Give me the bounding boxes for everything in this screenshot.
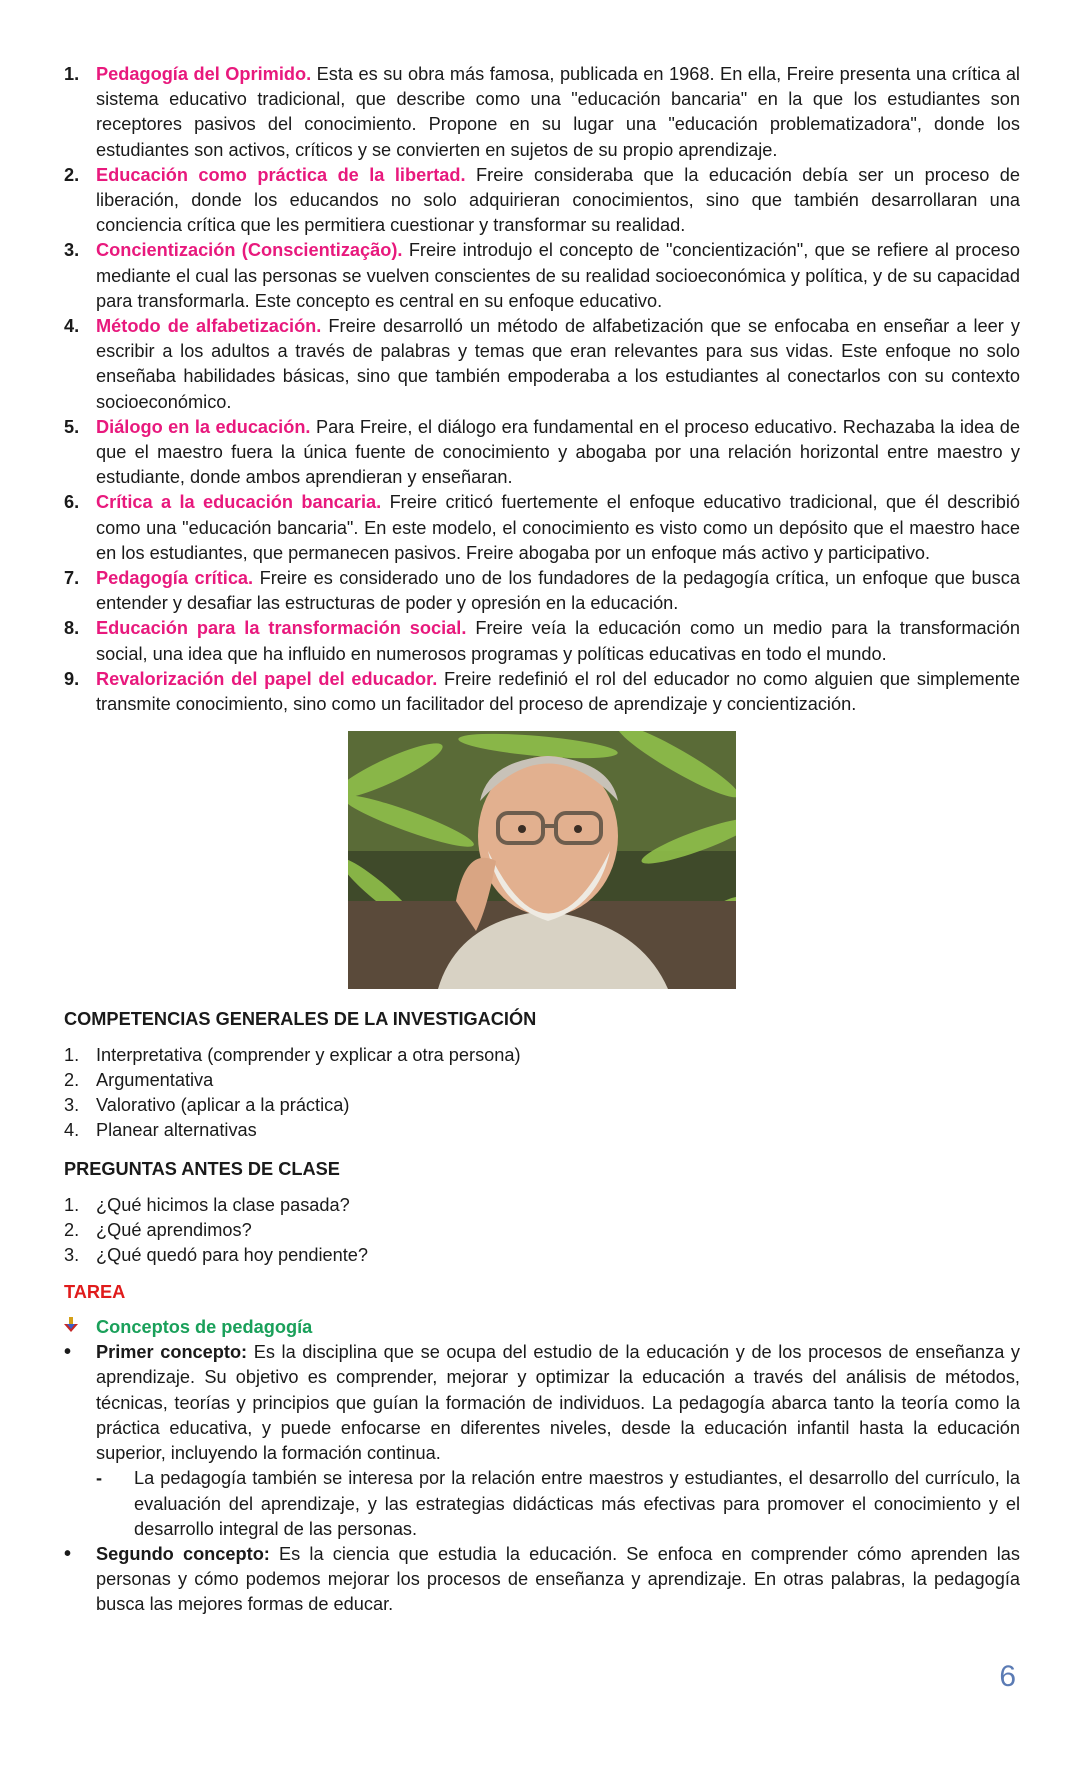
page-content (64, 62, 1020, 1618)
bullet-icon: • (64, 1542, 72, 1565)
item-title: Educación para la transformación social. (96, 618, 467, 639)
arrow-down-bullet-icon (64, 1315, 96, 1340)
item-text: Freire es considerado uno de los fundadores de la pedagogía crítica, un enfoque que busca entender y desafiar las estructuras de poder y opresión en la educación. (96, 568, 1020, 614)
freire-contributions-list (64, 62, 1020, 717)
list-item (64, 1542, 1020, 1618)
item-text: Freire desarrolló un método de alfabetización que se enfocaba en enseñar a leer y escribir a los adultos a través de palabras y temas que eran relevantes para sus vidas. Este enfoque no solo enseñaba habilidades básicas, sino que también empoderaba a los estudiantes al conectarlos con su contexto socioeconómico. (96, 316, 1021, 412)
preguntas-heading: PREGUNTAS ANTES DE CLASE (64, 1159, 340, 1180)
concept-text: Es la ciencia que estudia la educación. Se enfoca en comprender cómo aprenden las personas y cómo podemos mejorar los procesos de enseñanza y aprendizaje. En otras palabras, la pedagogía busca las mejores formas de educar. (96, 1543, 1020, 1615)
item-title: Pedagogía crítica. (96, 568, 254, 589)
item-text: Freire consideraba que la educación debía ser un proceso de liberación, donde los educandos no solo adquirieran conocimientos, sino que también desarrollaran una conciencia crítica que les permitiera cuestionar y transformar su realidad. (96, 164, 1020, 236)
conceptos-list (64, 1340, 1020, 1466)
tarea-heading: TAREA (64, 1282, 126, 1303)
dash-item: - La pedagogía también se interesa por la relación entre maestros y estudiantes, el desarrollo del currículo, la evaluación del aprendizaje, y las estrategias didácticas más efectivas para promover el conocimiento y el desarrollo integral de las personas. (96, 1466, 1020, 1542)
list-item: 3. Concientización (Conscientização). Freire introdujo el concepto de "concientización", que se refiere al proceso mediante el cual las personas se vuelven conscientes de su realidad socioeconómica y política, y de su capacidad para transformarla. Este concepto es central en su enfoque educativo. (64, 240, 1020, 311)
competencias-list (64, 1043, 1020, 1143)
list-item: 1. Pedagogía del Oprimido. Esta es su obra más famosa, publicada en 1968. En ella, Freire presenta una crítica al sistema educativo tradicional, que describe como una "educación bancaria" en la que los estudiantes son receptores pasivos del conocimiento. Propone en su lugar una "educación problematizadora", donde los estudiantes son activos, críticos y se convierten en sujetos de su propio aprendizaje. (64, 64, 1020, 160)
list-item: 2. Argumentativa (64, 1070, 214, 1091)
competencias-heading: COMPETENCIAS GENERALES DE LA INVESTIGACIÓN (64, 1009, 537, 1030)
item-text: Para Freire, el diálogo era fundamental en el proceso educativo. Rechazaba la idea de que el maestro fuera la única fuente de conocimiento y abogaba por una relación horizontal entre maestro y estudiante, donde ambos aprendieran y enseñaran. (96, 416, 1020, 488)
conceptos-subheading: Conceptos de pedagogía (64, 1315, 1020, 1340)
list-item: 2. Educación como práctica de la libertad. Freire consideraba que la educación debía ser un proceso de liberación, donde los educandos no solo adquirieran conocimientos, sino que también desarrollaran una conciencia crítica que les permitiera cuestionar y transformar su realidad. (64, 164, 1020, 236)
list-item: 4. Método de alfabetización. Freire desarrolló un método de alfabetización que se enfocaba en enseñar a leer y escribir a los adultos a través de palabras y temas que eran relevantes para sus vidas. Este enfoque no solo enseñaba habilidades básicas, sino que también empoderaba a los estudiantes al conectarlos con su contexto socioeconómico. (64, 316, 1021, 412)
item-title: Diálogo en la educación. (96, 416, 311, 437)
item-title: Concientización (Conscientização). (96, 240, 403, 261)
conceptos-list-2 (64, 1542, 1020, 1618)
list-item: 8. Educación para la transformación social. Freire veía la educación como un medio para la transformación social, una idea que ha influido en numerosos programas y políticas educativas en todo el mundo. (64, 618, 1020, 664)
list-item: 7. Pedagogía crítica. Freire es considerado uno de los fundadores de la pedagogía crítica, un enfoque que busca entender y desafiar las estructuras de poder y opresión en la educación. (64, 568, 1020, 614)
item-text: Freire criticó fuertemente el enfoque educativo tradicional, que él describió como una "educación bancaria". En este modelo, el conocimiento es visto como un depósito que el maestro hace en los estudiantes, que permanecen pasivos. Freire abogaba por un enfoque más activo y participativo. (96, 492, 1020, 563)
portrait-photo (348, 731, 736, 989)
item-title: Educación como práctica de la libertad. (96, 164, 466, 185)
concept-label: Primer concepto: (96, 1342, 248, 1363)
list-item: 1. ¿Qué hicimos la clase pasada? (64, 1195, 350, 1216)
list-item: 3. Valorativo (aplicar a la práctica) (64, 1095, 350, 1116)
dash-icon: - (96, 1468, 103, 1489)
item-text: Freire veía la educación como un medio para la transformación social, una idea que ha influido en numerosos programas y políticas educativas en todo el mundo. (96, 618, 1020, 664)
list-item: 1. Interpretativa (comprender y explicar a otra persona) (64, 1045, 521, 1066)
list-item: 5. Diálogo en la educación. Para Freire, el diálogo era fundamental en el proceso educativo. Rechazaba la idea de que el maestro fuera la única fuente de conocimiento y abogaba por una relación horizontal entre maestro y estudiante, donde ambos aprendieran y enseñaran. (64, 416, 1020, 488)
preguntas-list (64, 1193, 1020, 1268)
item-title: Método de alfabetización. (96, 316, 322, 337)
list-item: 6. Crítica a la educación bancaria. Freire criticó fuertemente el enfoque educativo tradicional, que él describió como una "educación bancaria". En este modelo, el conocimiento es visto como un depósito que el maestro hace en los estudiantes, que permanecen pasivos. Freire abogaba por un enfoque más activo y participativo. (64, 492, 1020, 563)
concept-label: Segundo concepto: (96, 1543, 270, 1564)
concept-text: Es la disciplina que se ocupa del estudio de la educación y de los procesos de enseñanza y aprendizaje. Su objetivo es comprender, mejorar y optimizar la educación a través del análisis de métodos, técnicas, teorías y principios que guían la formación de individuos. La pedagogía abarca tanto la teoría como la práctica educativa, y puede enfocarse en diferentes niveles, desde la educación infantil hasta la educación superior, incluyendo la formación continua. (96, 1342, 1020, 1464)
list-item: 3. ¿Qué quedó para hoy pendiente? (64, 1245, 369, 1266)
bullet-icon: • (64, 1341, 72, 1364)
item-title: Crítica a la educación bancaria. (96, 492, 382, 513)
list-item: 2. ¿Qué aprendimos? (64, 1220, 252, 1241)
item-title: Pedagogía del Oprimido. (96, 64, 312, 84)
list-item: 9. Revalorización del papel del educador. Freire redefinió el rol del educador no como alguien que simplemente transmite conocimiento, sino como un facilitador del proceso de aprendizaje y concientización. (64, 668, 1020, 715)
item-text: Freire redefinió el rol del educador no como alguien que simplemente transmite conocimiento, sino como un facilitador del proceso de aprendizaje y concientización. (96, 668, 1020, 715)
list-item: 4. Planear alternativas (64, 1120, 257, 1141)
item-title: Revalorización del papel del educador. (96, 668, 438, 689)
list-item (64, 1340, 1020, 1466)
item-text: Esta es su obra más famosa, publicada en 1968. En ella, Freire presenta una crítica al sistema educativo tradicional, que describe como una "educación bancaria" en la que los estudiantes son receptores pasivos del conocimiento. Propone en su lugar una "educación problematizadora", donde los estudiantes son activos, críticos y se convierten en sujetos de su propio aprendizaje. (96, 64, 1020, 160)
portrait-illustration (348, 731, 736, 989)
item-text: Freire introdujo el concepto de "concientización", que se refiere al proceso mediante el cual las personas se vuelven conscientes de su realidad socioeconómica y política, y de su capacidad para transformarla. Este concepto es central en su enfoque educativo. (96, 240, 1020, 311)
page-number: 6 (999, 1660, 1016, 1693)
